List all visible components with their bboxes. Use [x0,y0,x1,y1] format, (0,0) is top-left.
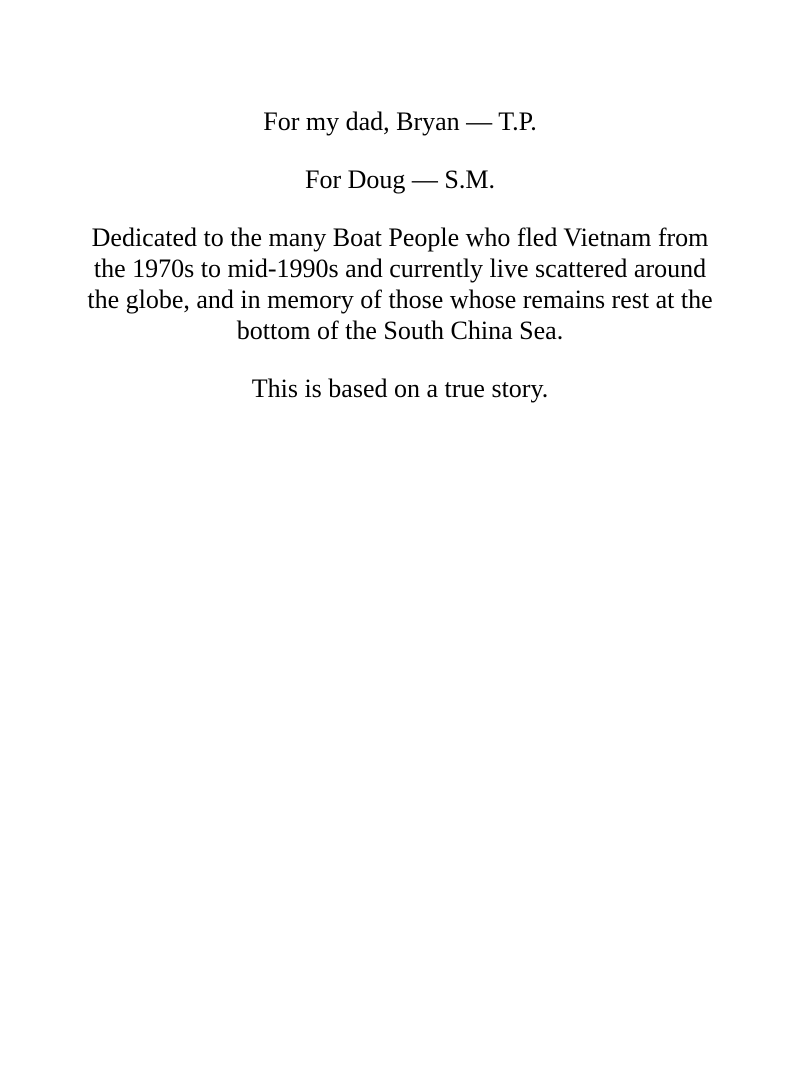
dedication-line: the 1970s to mid-1990s and currently live scattered around [93,254,707,283]
dedication-line: bottom of the South China Sea. [236,316,564,345]
dedication-doug: For Doug — S.M. [305,165,495,194]
dedication-dad: For my dad, Bryan — T.P. [263,107,537,136]
dedication-line: the globe, and in memory of those whose remains rest at the [87,285,713,314]
true-story-note: This is based on a true story. [251,374,549,403]
dedication-line: Dedicated to the many Boat People who fled Vietnam from [91,223,709,252]
dedication-boat-people [80,222,720,346]
